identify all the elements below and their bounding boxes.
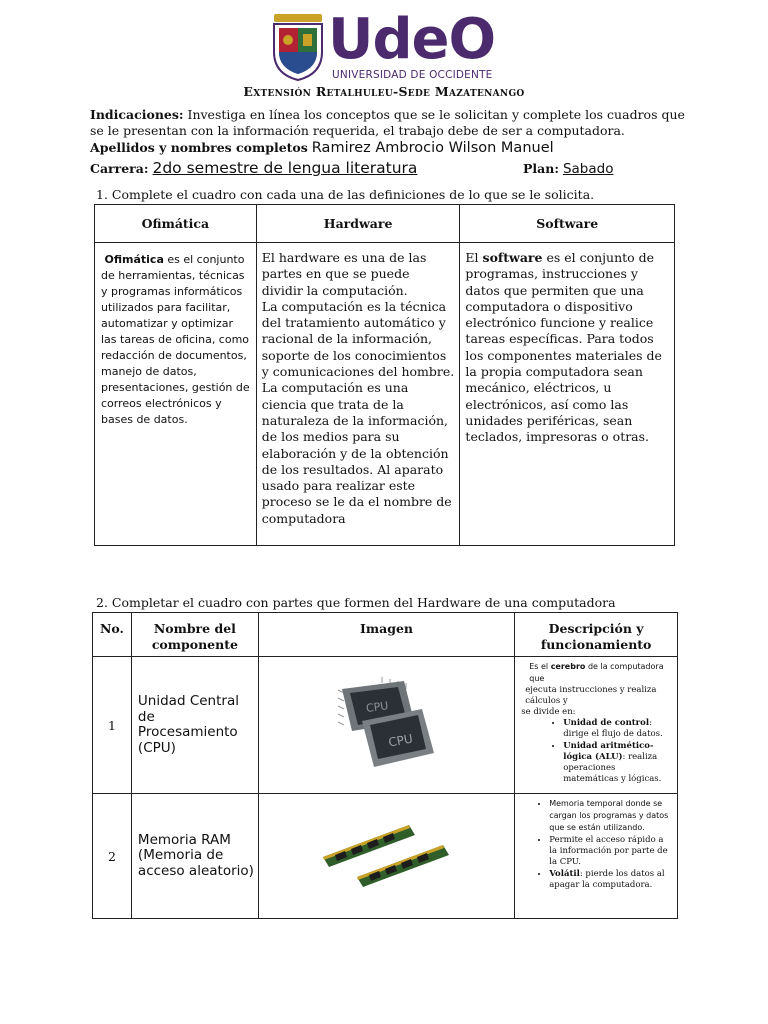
carrera-value: 2do semestre de lengua literatura — [152, 159, 418, 177]
name-value: Ramirez Ambrocio Wilson Manuel — [311, 140, 554, 156]
ofimatica-definition: Ofimática es el conjunto de herramientas, técnicas y programas informáticos utilizados para facilitar, automatizar y optimizar las tareas de oficina, como redacción de documentos, manejo de datos, presentaciones, gestión de correos electrónicos y bases de datos. — [95, 243, 257, 546]
table-header-row — [93, 613, 678, 657]
svg-text:CPU: CPU — [386, 731, 414, 750]
plan-label: Plan: — [523, 161, 559, 176]
header-description: Descripción y funcionamiento — [515, 613, 678, 657]
indicaciones-label: Indicaciones: — [90, 107, 184, 122]
name-label: Apellidos y nombres completos — [90, 140, 308, 155]
table-row — [93, 657, 678, 794]
header-no: No. — [93, 613, 132, 657]
indicaciones-text: Investiga en línea los conceptos que se le solicitan y complete los cuadros que se le presentan con la información requerida, el trabajo debe de ser a computadora. — [90, 107, 685, 138]
cpu-description: Es el cerebro de la computadora que ejecuta instrucciones y realiza cálculos y se divide en: • Unidad de control: dirige el flujo de datos. • Unidad aritmético-lógica (ALU): realiza operaciones matemáticas y lógicas. — [515, 657, 678, 794]
list-item: • Unidad de control: dirige el flujo de datos. — [563, 718, 673, 740]
definitions-table — [94, 204, 675, 546]
table-row — [93, 794, 678, 919]
software-definition: El software es el conjunto de programas, instrucciones y datos que permiten que una computadora o dispositivo electrónico funcione y realice tareas específicas. Para todos los componentes materiales de la propia computadora sean mecánico, eléctricos, u electrónicos, así como las unidades periféricas, sean teclados, impresoras o otras. — [460, 243, 675, 546]
software-term: software — [482, 250, 543, 265]
component-name: Memoria RAM (Memoria de acceso aleatorio) — [131, 794, 258, 919]
svg-text:CPU: CPU — [364, 699, 389, 716]
list-item: • Volátil: pierde los datos al apagar la computadora. — [549, 869, 673, 891]
table-row — [95, 243, 675, 546]
student-name-line — [90, 140, 554, 156]
question-2: 2. Completar el cuadro con partes que formen del Hardware de una computadora — [96, 595, 616, 610]
component-name: Unidad Central de Procesamiento (CPU) — [131, 657, 258, 794]
list-item: • Permite el acceso rápido a la información por parte de la CPU. — [549, 835, 673, 868]
university-crest-icon — [270, 12, 326, 82]
question-1: 1. Complete el cuadro con cada una de las definiciones de lo que se le solicita. — [96, 187, 595, 202]
table-header-row — [95, 205, 675, 243]
ram-module-icon — [317, 819, 457, 889]
header-software: Software — [460, 205, 675, 243]
row-number: 2 — [93, 794, 132, 919]
header-hardware: Hardware — [256, 205, 460, 243]
ofimatica-term: Ofimática — [104, 253, 164, 266]
list-item: • Unidad aritmético-lógica (ALU): realiza operaciones matemáticas y lógicas. — [563, 741, 673, 785]
cpu-image — [258, 657, 514, 794]
hardware-definition: El hardware es una de las partes en que se puede dividir la computación. La computación es la técnica del tratamiento automático y racional de la información, soporte de los conocimientos y comunicaciones del hombre. La computación es una ciencia que trata de la naturaleza de la información, de los medios para su elaboración y de la obtención de los resultados. Al aparato usado para realizar este proceso se le da el nombre de computadora — [256, 243, 460, 546]
header-image: Imagen — [258, 613, 514, 657]
logo-subtitle: UNIVERSIDAD DE OCCIDENTE — [332, 69, 493, 81]
ram-description — [515, 794, 678, 919]
cpu-chip-icon — [322, 673, 452, 773]
carrera-label: Carrera: — [90, 161, 149, 176]
carrera-line — [90, 159, 690, 177]
extension-title: Extensión Retalhuleu-Sede Mazatenango — [243, 84, 525, 99]
udeo-logo — [270, 7, 502, 82]
ram-image — [258, 794, 514, 919]
plan-value: Sabado — [562, 161, 614, 177]
header-ofimatica: Ofimática — [95, 205, 257, 243]
header-component-name: Nombre del componente — [131, 613, 258, 657]
row-number: 1 — [93, 657, 132, 794]
list-item: • Memoria temporal donde se cargan los programas y datos que se están utilizando. — [549, 798, 673, 834]
logo-title: UdeO — [328, 7, 496, 72]
indicaciones-paragraph — [90, 107, 690, 139]
hardware-components-table — [92, 612, 678, 919]
